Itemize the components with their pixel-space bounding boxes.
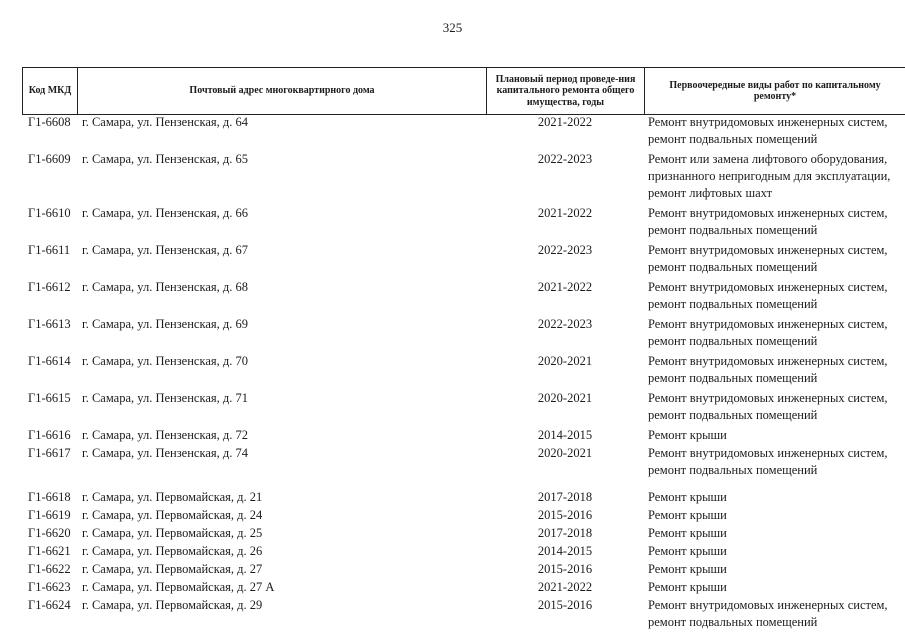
row-period: 2021-2022 xyxy=(537,280,593,294)
row-period: 2015-2016 xyxy=(537,508,593,522)
row-work-line: Ремонт крыши xyxy=(648,490,727,504)
row-work-line: Ремонт или замена лифтового оборудования, xyxy=(648,152,888,166)
row-works xyxy=(648,597,905,631)
row-period: 2014-2015 xyxy=(537,544,593,558)
row-work-line: ремонт лифтовых шахт xyxy=(648,186,773,200)
row-work-line: Ремонт внутридомовых инженерных систем, xyxy=(648,243,888,257)
row-work-line: Ремонт внутридомовых инженерных систем, xyxy=(648,354,888,368)
table-row xyxy=(0,597,905,631)
row-work-line: ремонт подвальных помещений xyxy=(648,297,818,311)
row-period: 2020-2021 xyxy=(537,391,593,405)
header-works: Первоочередные виды работ по капитальному ремонту* xyxy=(669,79,881,102)
table-row xyxy=(0,489,905,507)
row-work-line: признанного непригодным для эксплуатации, xyxy=(648,169,891,183)
row-works xyxy=(648,579,905,596)
row-code: Г1-6624 xyxy=(28,598,71,612)
header-code: Код МКД xyxy=(22,68,78,114)
table-body xyxy=(0,114,905,631)
row-period: 2021-2022 xyxy=(537,580,593,594)
row-address: г. Самара, ул. Пензенская, д. 67 xyxy=(82,243,248,257)
row-period: 2017-2018 xyxy=(537,490,593,504)
row-works xyxy=(648,279,905,313)
row-address: г. Самара, ул. Пензенская, д. 66 xyxy=(82,206,248,220)
header-period: Плановый период проведе-ния капитального ремонта общего имущества, годы xyxy=(487,68,645,114)
row-code: Г1-6610 xyxy=(28,206,71,220)
row-code: Г1-6621 xyxy=(28,544,71,558)
row-period: 2021-2022 xyxy=(537,115,593,129)
row-code: Г1-6613 xyxy=(28,317,71,331)
row-works xyxy=(648,205,905,239)
row-work-line: Ремонт внутридомовых инженерных систем, xyxy=(648,206,888,220)
row-work-line: Ремонт крыши xyxy=(648,544,727,558)
row-work-line: Ремонт внутридомовых инженерных систем, xyxy=(648,280,888,294)
row-work-line: Ремонт внутридомовых инженерных систем, xyxy=(648,115,888,129)
row-address: г. Самара, ул. Пензенская, д. 65 xyxy=(82,152,248,166)
table-header xyxy=(22,67,905,115)
row-work-line: Ремонт крыши xyxy=(648,428,727,442)
row-works xyxy=(648,316,905,350)
row-work-line: Ремонт внутридомовых инженерных систем, xyxy=(648,317,888,331)
row-works xyxy=(648,561,905,578)
row-work-line: ремонт подвальных помещений xyxy=(648,334,818,348)
row-code: Г1-6612 xyxy=(28,280,71,294)
row-code: Г1-6623 xyxy=(28,580,71,594)
row-work-line: Ремонт внутридомовых инженерных систем, xyxy=(648,598,888,612)
row-work-line: ремонт подвальных помещений xyxy=(648,260,818,274)
row-address: г. Самара, ул. Первомайская, д. 21 xyxy=(82,490,263,504)
table-row xyxy=(0,353,905,390)
row-address: г. Самара, ул. Пензенская, д. 69 xyxy=(82,317,248,331)
row-address: г. Самара, ул. Пензенская, д. 74 xyxy=(82,446,248,460)
row-works xyxy=(648,543,905,560)
row-work-line: ремонт подвальных помещений xyxy=(648,408,818,422)
row-period: 2022-2023 xyxy=(537,317,593,331)
row-work-line: Ремонт крыши xyxy=(648,508,727,522)
row-work-line: Ремонт крыши xyxy=(648,526,727,540)
row-period: 2021-2022 xyxy=(537,206,593,220)
row-work-line: ремонт подвальных помещений xyxy=(648,371,818,385)
table-row xyxy=(0,543,905,561)
row-address: г. Самара, ул. Пензенская, д. 71 xyxy=(82,391,248,405)
row-code: Г1-6617 xyxy=(28,446,71,460)
row-period: 2020-2021 xyxy=(537,446,593,460)
row-period: 2014-2015 xyxy=(537,428,593,442)
table-row xyxy=(0,390,905,427)
table-row xyxy=(0,525,905,543)
row-code: Г1-6622 xyxy=(28,562,71,576)
row-address: г. Самара, ул. Первомайская, д. 25 xyxy=(82,526,263,540)
row-work-line: Ремонт внутридомовых инженерных систем, xyxy=(648,391,888,405)
table-row xyxy=(0,579,905,597)
table-row xyxy=(0,427,905,445)
row-address: г. Самара, ул. Первомайская, д. 27 А xyxy=(82,580,275,594)
row-work-line: Ремонт внутридомовых инженерных систем, xyxy=(648,446,888,460)
table-row xyxy=(0,316,905,353)
row-work-line: ремонт подвальных помещений xyxy=(648,463,818,477)
table-row xyxy=(0,205,905,242)
row-code: Г1-6608 xyxy=(28,115,71,129)
row-address: г. Самара, ул. Первомайская, д. 24 xyxy=(82,508,263,522)
row-work-line: ремонт подвальных помещений xyxy=(648,132,818,146)
table-row xyxy=(0,445,905,489)
row-works xyxy=(648,390,905,424)
row-address: г. Самара, ул. Первомайская, д. 27 xyxy=(82,562,263,576)
row-works xyxy=(648,114,905,148)
table-row xyxy=(0,561,905,579)
row-work-line: Ремонт крыши xyxy=(648,580,727,594)
row-code: Г1-6609 xyxy=(28,152,71,166)
row-period: 2022-2023 xyxy=(537,152,593,166)
row-address: г. Самара, ул. Пензенская, д. 68 xyxy=(82,280,248,294)
row-period: 2015-2016 xyxy=(537,562,593,576)
row-code: Г1-6611 xyxy=(28,243,71,257)
row-works xyxy=(648,445,905,479)
row-work-line: ремонт подвальных помещений xyxy=(648,223,818,237)
row-works xyxy=(648,525,905,542)
row-address: г. Самара, ул. Пензенская, д. 64 xyxy=(82,115,248,129)
row-address: г. Самара, ул. Пензенская, д. 72 xyxy=(82,428,248,442)
row-works xyxy=(648,242,905,276)
table-row xyxy=(0,242,905,279)
row-period: 2022-2023 xyxy=(537,243,593,257)
row-works xyxy=(648,151,905,202)
row-works xyxy=(648,427,905,444)
row-address: г. Самара, ул. Первомайская, д. 26 xyxy=(82,544,263,558)
row-code: Г1-6616 xyxy=(28,428,71,442)
row-address: г. Самара, ул. Пензенская, д. 70 xyxy=(82,354,248,368)
row-code: Г1-6618 xyxy=(28,490,71,504)
page-number: 325 xyxy=(442,20,463,35)
row-works xyxy=(648,507,905,524)
table-row xyxy=(0,507,905,525)
row-address: г. Самара, ул. Первомайская, д. 29 xyxy=(82,598,263,612)
row-code: Г1-6619 xyxy=(28,508,71,522)
header-address: Почтовый адрес многоквартирного дома xyxy=(78,68,487,114)
row-code: Г1-6620 xyxy=(28,526,71,540)
row-works xyxy=(648,353,905,387)
row-code: Г1-6614 xyxy=(28,354,71,368)
row-period: 2020-2021 xyxy=(537,354,593,368)
table-row xyxy=(0,114,905,151)
row-work-line: ремонт подвальных помещений xyxy=(648,615,818,629)
table-row xyxy=(0,279,905,316)
row-work-line: Ремонт крыши xyxy=(648,562,727,576)
table-row xyxy=(0,151,905,205)
row-code: Г1-6615 xyxy=(28,391,71,405)
row-period: 2017-2018 xyxy=(537,526,593,540)
row-period: 2015-2016 xyxy=(537,598,593,612)
row-works xyxy=(648,489,905,506)
